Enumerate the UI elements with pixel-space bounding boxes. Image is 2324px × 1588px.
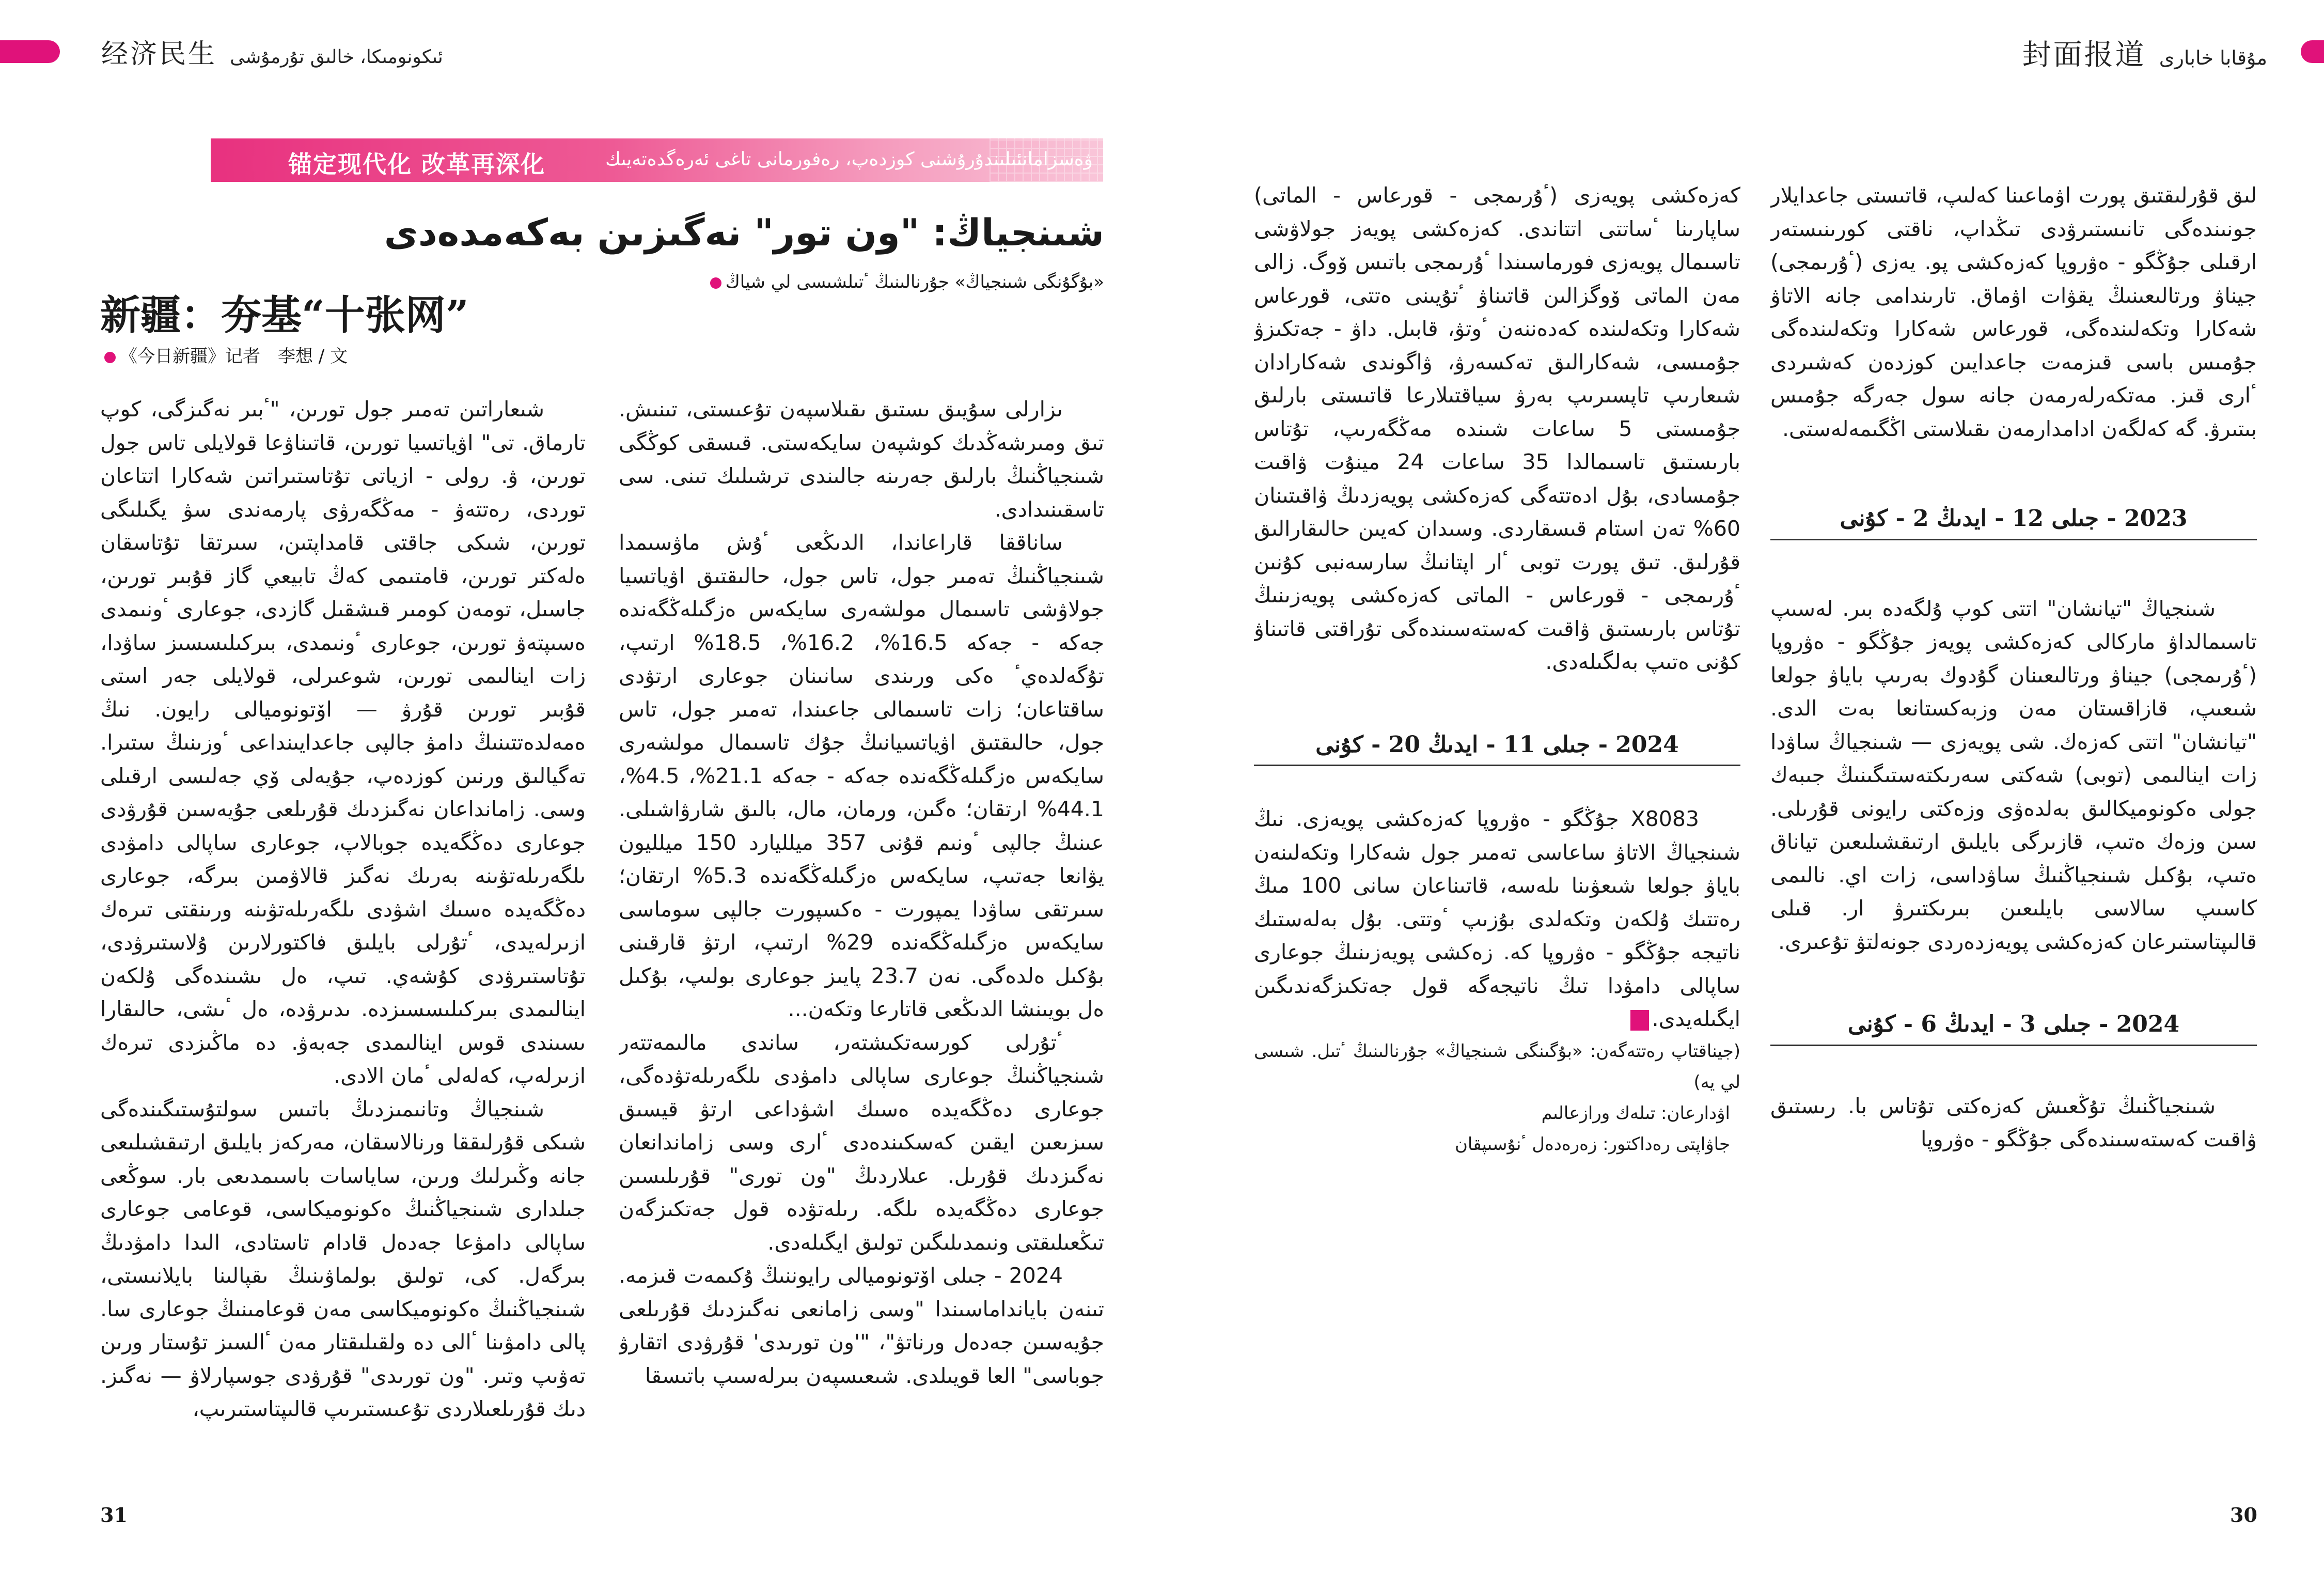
translator-credit: اۋدارعان: تىلەك ورازعالىم [1541, 1102, 1730, 1124]
paragraph: شىنجياڭ وتانىمىزدىڭ باتىس سولتۇستىگىندەگى شىكى قۇرلىققا ورنالاسقان، مەركەز بايلىق ارتىقشىلىعى جانە وڭىرلىك ورىن، ساياسات باسىمدىعى بار. سوڭعى جىلدارى شىنجياڭنىڭ ەكونوميكاسى، قوعامى جوعارى ساپالى دامۋعا جەدەل قادام تاستادى، الىدا دامۋدىڭ بىرگەل. كى، تولىق بولماۋىنىڭ ىقپالىنا بايلانىستى، شىنجياڭنىڭ ەكونوميكاسى مەن قوعامىنىڭ جوعارى سا. پالى دامۋىنا ٴالى دە ولقىلىقتار مەن ٴالسىز تۇستار ورىن تەۋىپ وتىر. "ون تورىدى" قۇرۋدى جوسپارلاۋ — نەگىز. دىك قۇرىلعىلاردى تۇعىستىرىپ قالىپتاستىرىپ، [100, 1096, 586, 1421]
right-header-tab [2301, 40, 2324, 63]
bullet-dot-icon [104, 352, 116, 363]
left-column-left [100, 393, 586, 1483]
left-header-cn: 经济民生 [101, 39, 217, 70]
right-header [2022, 32, 2267, 73]
paragraph: ساناققا قاراعاندا، الدىڭعى ٴۇش ماۋسىمدا شىنجياڭنىڭ تەمىر جول، تاس جول، حالىقتىق اۋياتسيا جولاۋشى تاسىمال مولشەرى سايكەس ەزگىلەڭگەندە جەكە - جەكە 16.5%، 16.2%، 18.5% ارتىپ، تۇگەلدەيٴ ەكى ورىندى سانىنان جوعارى ارتۋدى ساقتاعان؛ زات تاسىمالى جاعىندا، تەمىر جول، تاس جول، حالىقتىق اۋياتسيانىڭ جۇك تاسىمال مولشەرى سايكەس ەزگىلەڭگەندە جەكە - جەكە 21.1%، 4.5%، 44.1% ارتقان؛ ەگىن، ورمان، مال، بالىق شارۋاشىلى. عىنىڭ جالپى ٴونىم قۇنى 357 ميلليارد 150 ميلليون يۋانعا جەتىپ، سايكەس ەزگىلەڭگەندە 5.3% ارتقان؛ سىرتقى ساۋدا يمپورت - ەكسپورت جالپى سوماسى سايكەس ەزگىلەڭگەندە 29% ارتىپ، ارتۋ قارقىنى بۇكىل ەلدەگى. نەن 23.7 پايىز جوعارى بولىپ، بۇكىل ەل بويىنشا الدىڭعى قاتارعا وتكەن... [619, 530, 1104, 1021]
byline-cn: 《今日新疆》记者 李想 / 文 [100, 342, 348, 367]
spacer [1254, 679, 1740, 728]
date-heading: 2024 - جىلى 11 - ايدىڭ 20 - كۇنى [1315, 731, 1679, 758]
spacer [1770, 540, 2257, 592]
paragraph: شىعاراتىن تەمىر جول تورىن، "ٴبىر نەگىزگى، كوپ تارماق. تى" اۋياتسيا تورىن، قاتىناۋعا قولايلى تاس جول تورىن، ۋ. رولى - ازياتى تۇتاستىراتىن شەكارا اتتاعان توردى، رەتتەۋ - مەڭگەرۋى پارمەندى سۋ يگىلىگى تورىن، شىكى جاقتى قامداپتىن، سىرتقا تۇتاسقان ەلەكتر تورىن، قامتىمى كەڭ تابيعي گاز قۇبىر تورىن، جاسىل، تومەن كومىر قىشقىل گازدى، جوعارى ٴونىمدى ەسىپتەۋ تورىن، جوعارى ٴونىمدى، بىركىلىسسىز ساۋدا، زات اينالىمى تورىن، شوعىرلى، قولايلى جەر استى قۇبىر تورىن قۇرۋ — اۆتونوميالى رايون. نىڭ ەمەلدەتتىنىڭ دامۋ جالپى جاعدايىنداعى ٴوزىنىڭ ستىرا. تەگيالىق ورنىن كوزدەپ، جۇيەلى ۆي جەلىسى ارقىلى وسى. زامانداعان نەگىزدىك قۇرىلعى جۇيەسىن قۇرۋدى جوعارى دەڭگەيدە جوبالاپ، جوعارى ساپالى دامۋدى ىلگەرىلەتۋىنە بەرىك نەگىز قالاۋمىن بىرگە، جوعارى دەڭگەيدە ەسىك اشۋدى ىلگەرىلەتۋىنە ورىنقتى تىرەك ازىرلەيدى، ٴتۇرلى بايلىق فاكتورلارىن ۇلاستىرۋدى، تۇتاستىرۋدى كۇشەي. تىپ، ەل ىشىندەگى ۇلكەن اينالىمدى بىركىلىسسىزدە. ىدىرۋدە، ەل ٴىشى، حالىقارا ىسىندى قوس اينالىمدى جەبەۋ. دە ماڭىزدى تىرەك ازىرلەپ، كەلەلى ٴمان الادى. [100, 397, 586, 1088]
spacer [1254, 766, 1740, 802]
bullet-dot-icon [710, 277, 721, 289]
article-title-cn: 新疆：夯基“十张网” [100, 292, 469, 339]
paragraph-text: X8083 جۇڭگو - ەۋروپا كەزەكشى پويەزى. نىڭ شىنجياڭ الاتاۋ ساعاسى تەمىر جول شەكارا وتكەلىنەن باياۋ جولعا شىعۋىنا ىلەسە، قاتىناعان سانى 100 مىڭ رەتتىك ۇلكەن وتكەلدى بۇزىپ ٴوتتى. بۇل بەلەستىك ناتيجە جۇڭگو - ەۋروپا كە. زەكشى پويەزىنىڭ جوعارى ساپالى دامۋدا تىڭ ناتيجەگە قول جەتكىزگەندىگىن ايگىلەيدى. [1254, 806, 1740, 1031]
right-page-number: 30 [2230, 1503, 2257, 1527]
right-column-right [1770, 179, 2257, 1486]
left-page-number: 31 [100, 1503, 128, 1527]
paragraph [1254, 802, 1740, 1036]
right-column-left [1254, 179, 1740, 1486]
date-heading: 2024 - جىلى 3 - ايدىڭ 6 - كۇنى [1847, 1011, 2180, 1037]
paragraph: شىنجياڭنىڭ تۇڭعىش كەزەكتى تۇتاس با. رىستىق ۋاقىت كەستەسىندەگى جۇڭگو - ەۋروپا [1770, 1093, 2257, 1151]
band-title-cn: 锚定现代化 改革再深化 [288, 150, 546, 178]
paragraph: ٴتۇرلى كورسەتكىشتەر، ساندى مالىمەتتەر شىنجياڭنىڭ جوعارى ساپالى دامۋدى ىلگەرىلەتۋدەگى، جوعارى دەڭگەيدە ەسىك اشۋداعى ارتۋ قيسىق سىزىعىن ايقىن كەسكىندەدى ٴارى وسى زاماندانعان نەگىزدىك قۇرىل. عىلاردىڭ "ون تورى" قۇرىلىسىن جوعارى دەڭگەيدە ىلگە. رىلەتۋدە قول جەتكىزگەن تىڭعىلىقتى ونىمدىلىگىن تولىق ايگىلەدى. [619, 1030, 1104, 1255]
paragraph: كەزەكشى پويەزى (ٴۇرىمجى - قورعاس - الماتى) ساپارىنا ٴساتتى اتتاندى. كەزەكشى پويەز جولاۋشى تاسىمال پويەزى فورماسىندا ٴۇرىمجى باتىس ۆوگ. زالى مەن الماتى ۆوگزالىن قاتىناۋ ٴتۇيىنى ەتتى، قورعاس شەكارا وتكەلىندە كەدەننەن ٴوتۋ، قابىل. داۋ - جەتكىزۋ جۇمىسى، شەكارالىق تەكسەرۋ، ۋاگوندى شەكارادان شىعارىپ تاپسىرىپ بەرۋ سياقتىلارعا قاتىستى بارلىق جۇمىستى 5 ساعات شىندە مەڭگەرىپ، تۇتاس بارىستىق تاسىمالدا 35 ساعات 24 مينۇت ۋاقىت جۇمسادى، بۇل ادەتتەگى كەزەكشى پويەزدىڭ ۋاقىتىنان 60% تەن استام قىسقاردى. وسىدان كەيىن حالىقارالىق قۇرلىق. تىق پورت توبى ٴار اپتانىڭ سارسەنبى كۇنىن ٴۇرىمجى - قورعاس - الماتى كەزەكشى پويەزىنىڭ تۇتاس بارىستىق ۋاقىت كەستەسىندەگى تۇراقتى قاتىناۋ كۇنى ەتىپ بەلگىلەدى. [1254, 183, 1740, 674]
left-header-tab [0, 40, 60, 63]
spacer [1770, 958, 2257, 1008]
left-column-right [619, 393, 1104, 1483]
article-title-ug: شىنجياڭ: "ون تور" نەگىزىن بەكەمدەدى [384, 211, 1104, 254]
paragraph: ىزارلى سۇيىق ىستىق ىقىلاسپەن تۇعىستى، تىنىش. تىق ومىرشەڭدىك كوشپەن سايكەستى. قىسقى كوڭگى شىنجياڭنىڭ بارلىق جەرىنە جالىندى ترشىلىك تىنى. سى تاسقىنىدادى. [619, 397, 1104, 522]
date-heading: 2023 - جىلى 12 - ايدىڭ 2 - كۇنى [1840, 505, 2188, 532]
section-band [211, 138, 1103, 182]
paragraph: 2024 - جىلى اۆتونوميالى رايوننىڭ ۇكىمەت قىزمە. تىنەن بايانداماسىندا "وسى زامانعى نەگىزدىك قۇرىلعى جۇيەسىن جەدەل ورناتۋ"، "'ون تورىدى' قۇرۋدى اتقارۋ جوباسى" العا قويىلدى. شىعىسپەن بىرلەسىپ باتىسقا [619, 1263, 1104, 1388]
editor-credit: جاۋاپتى رەداكتور: زەرەدەل ٴنۇسىپقان [1454, 1133, 1730, 1155]
paragraph: لىق قۇرلىقتىق پورت اۋماعىنا كەلىپ، قاتىستى جاعدايلار جونىندەگى تانىستىرۋدى تىڭداپ، ناقتى كورىنىستەر ارقىلى جۇڭگو - ەۋروپا كەزەكشى پو. يەزى (ٴۇرىمجى) جيناۋ ورتالىعىنىڭ يقۋات اۋماق. تارىندامى جانە الاتاۋ شەكارا وتكەلىندەگى، قورعاس شەكارا وتكەلىندەگى جۇمىس باسى قىزمەت جاعدايىن كوزدەن كەشىردى ٴارى قىز. مەتكەرلەرمەن جانە سول جەرگە جۇمىس بىتىرۋ. گە كەلگەن ادامدارمەن ىقىلاستى اڭگىمەلەستى. [1770, 183, 2257, 441]
end-mark-icon: J [1630, 1010, 1649, 1031]
spacer [1770, 1046, 2257, 1089]
byline-ug: «بۇگۇنگى شىنجياڭ» جۇرنالىنىڭ ٴتىلشىسى لي شياڭ [706, 272, 1104, 292]
spacer [1770, 445, 2257, 502]
right-header-ug: مۇقابا خابارى [2159, 46, 2267, 69]
compiler-note: (جيناقتاپ رەتتەگەن: «بۇگىنگى شىنجياڭ» جۇرنالىنىڭ ٴتىل. شىسى لي يە) [1254, 1040, 1740, 1093]
paragraph: شىنجياڭ "تيانشان" اتتى كوپ ۇلگەدە بىر. لەسىپ تاسىمالداۋ ماركالى كەزەكشى پويەز جۇڭگو - ەۋروپا (ٴۇرىمجى) جيناۋ ورتالىعىنان گۇدوك بەرىپ باياۋ جولعا شىعىپ، قازاقستان مەن وزبەكستانعا بەت الدى. "تيانشان" اتتى كەزەك. شى پويەزى — شىنجياڭ ساۋدا زات اينالىمى (توبى) شەكتى سەرىكتەستىگىنىڭ جىبەك جولى ەكونوميكالىق بەلدەۋى وزەكتى رايونى قۇرىلى. سىن وزەك ەتىپ، قازىرگى بايلىق ارتىقشىلىعىن تياناق ەتىپ، بۇكىل شىنجياڭنىڭ ساۋداسى، زات اي. نالىمى كاسىپ سالاسى بايلىعىن بىرىكتىرۋ ار. قىلى قالىپتاستىرعان كەزەكشى پويەزدەردى جونەلتۋ تۇعىرى. [1770, 596, 2257, 954]
left-header-ug: ئىكونومىكا، خالىق تۇرمۇشى [230, 46, 443, 68]
right-header-cn: 封面报道 [2022, 38, 2146, 72]
band-title-ug: ۋەسزامانئىلىندۇرۇشنى كوزدەپ، رەفورمانى تاغى ئەرەگدەتەيىك [605, 149, 1093, 170]
left-header [101, 32, 443, 71]
